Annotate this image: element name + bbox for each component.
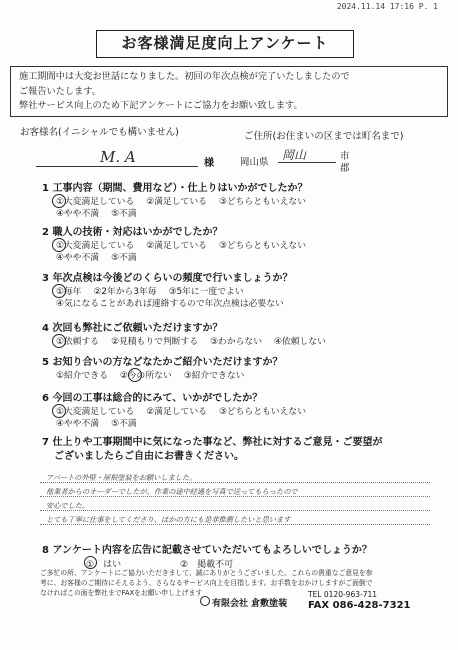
- city-underline: [278, 162, 336, 163]
- q5-option-2[interactable]: ②今の所ない: [119, 371, 172, 381]
- footer-line: ご多忙の所、アンケートにご協力いただきまして、誠にありがとうございました。これらの貴重なご意見を参: [40, 569, 373, 577]
- prefecture-label: 岡山県: [240, 157, 269, 168]
- intro-line: 施工期間中は大変お世話になりました。初回の年次点検が完了いたしましたので: [19, 71, 350, 82]
- q5-option-1[interactable]: ①紹介できる: [56, 371, 108, 381]
- comment-line: 他業者からのオーダーでしたが、作業の途中経過を写真で送ってもらったので: [46, 487, 298, 496]
- q3-option-4[interactable]: ④気になることがあれば連絡するので年次点検は必要ない: [56, 299, 284, 309]
- q6-option-4[interactable]: ④やや不満: [56, 419, 100, 429]
- footer-line: なければこの面を弊社までFAXをお願い申し上げます: [40, 589, 203, 597]
- intro-line: 弊社サービス向上のため下記アンケートにご協力をお願い致します。: [19, 100, 303, 111]
- question-4-options-row: [42, 336, 442, 348]
- question-1-title: 1 工事内容（期間、費用など）・仕上りはいかがでしたか？: [42, 183, 308, 194]
- question-8: [42, 544, 442, 558]
- question-7: [42, 436, 442, 464]
- q2-answer-circle: [52, 238, 66, 252]
- q6-answer-circle: [52, 404, 66, 418]
- question-3-title: 3 年次点検は今後どのくらいの頻度で行いましょうか？: [42, 273, 293, 284]
- q3-option-1[interactable]: ①毎年: [56, 287, 82, 297]
- question-6-options-row: [42, 406, 442, 418]
- question-1-options-row: [42, 196, 442, 208]
- q1-answer-circle: [52, 194, 66, 208]
- question-5-title: 5 お知り合いの方などなたかご紹介いただけますか？: [42, 357, 283, 368]
- question-3: [42, 272, 442, 310]
- question-1-options-row: [42, 208, 442, 220]
- question-7-title-line: ございましたらご自由にお書きください。: [54, 451, 244, 462]
- thank-you-note: [40, 568, 450, 598]
- comment-line: 安心でした。: [46, 501, 90, 510]
- comment-area[interactable]: [40, 472, 430, 542]
- q6-option-1[interactable]: ①大変満足している: [56, 407, 135, 417]
- comment-line: とても丁寧に仕事をしてくださり、ほかの方にも是非推薦したいと思います: [46, 515, 291, 524]
- question-7-title-line: 7 仕上りや工事期間中に気になった事など、弊社に対するご意見・ご要望が: [42, 437, 383, 448]
- honorific: 様: [204, 158, 214, 169]
- q5-answer-circle: [128, 368, 142, 382]
- q4-answer-circle: [52, 334, 66, 348]
- q5-option-3[interactable]: ③紹介できない: [183, 371, 245, 381]
- question-2: [42, 226, 442, 264]
- footer-line: 考に、お客様のご期待にそえるよう、さらなるサービス向上を目指します。お手数をおかけしますがご面倒で: [40, 579, 373, 587]
- page-title: お客様満足度向上アンケート: [96, 30, 354, 58]
- question-8-title: 8 アンケート内容を広告に記載させていただいてもよろしいでしょうか？: [42, 545, 372, 556]
- q4-option-1[interactable]: ①依頼する: [56, 337, 100, 347]
- tel-number: TEL 0120-963-711: [308, 590, 378, 599]
- customer-name-value[interactable]: M. A: [100, 148, 136, 166]
- district-suffix: 郡: [340, 163, 350, 174]
- question-6-title: 6 今回の工事は総合的にみて、いかがでしたか？: [42, 393, 263, 404]
- company-logo-icon: [200, 596, 210, 606]
- customer-name-label: お客様名(イニシャルでも構いません): [20, 127, 179, 138]
- question-2-options-row: [42, 240, 442, 252]
- fax-timestamp: 2024.11.14 17:16 P. 1: [336, 2, 438, 11]
- question-3-options-row: [42, 298, 442, 310]
- q1-option-1[interactable]: ①大変満足している: [56, 197, 135, 207]
- q2-option-5[interactable]: ⑤不満: [111, 253, 137, 263]
- question-4: [42, 322, 442, 348]
- q6-option-2[interactable]: ②満足している: [146, 407, 207, 417]
- question-1: [42, 182, 442, 220]
- fax-number: FAX 086-428-7321: [308, 600, 411, 611]
- q4-option-2[interactable]: ②見積もりで判断する: [111, 337, 199, 347]
- q2-option-1[interactable]: ①大変満足している: [56, 241, 135, 251]
- comment-line: アパートの外壁・屋根塗装をお願いしました。: [46, 473, 197, 482]
- q6-option-5[interactable]: ⑤不満: [111, 419, 137, 429]
- q8-option-yes[interactable]: ① はい: [86, 560, 122, 570]
- q1-option-5[interactable]: ⑤不満: [111, 209, 137, 219]
- q4-option-3[interactable]: ③わからない: [210, 337, 263, 347]
- q3-answer-circle: [52, 284, 66, 298]
- q1-option-4[interactable]: ④やや不満: [56, 209, 100, 219]
- question-3-options-row: [42, 286, 442, 298]
- city-value[interactable]: 岡山: [282, 148, 307, 162]
- q2-option-2[interactable]: ②満足している: [146, 241, 207, 251]
- city-suffix: 市: [340, 151, 350, 162]
- comment-rule: [40, 510, 430, 511]
- question-5: [42, 356, 442, 382]
- q1-option-2[interactable]: ②満足している: [146, 197, 207, 207]
- q3-option-2[interactable]: ②2年から3年毎: [93, 287, 157, 297]
- intro-box: [10, 66, 448, 117]
- q4-option-4[interactable]: ④依頼しない: [274, 337, 326, 347]
- name-underline: [36, 166, 198, 167]
- q6-option-3[interactable]: ③どちらともいえない: [218, 407, 306, 417]
- q1-option-3[interactable]: ③どちらともいえない: [218, 197, 306, 207]
- q3-option-3[interactable]: ③5年に一度でよい: [168, 287, 244, 297]
- intro-line: ご報告いたします。: [19, 85, 101, 97]
- question-4-title: 4 次回も弊社にご依頼いただけますか？: [42, 323, 223, 334]
- question-5-options-row: [42, 370, 442, 382]
- address-label: ご住所(お住まいの区までは町名まで): [244, 131, 404, 142]
- q8-option-no[interactable]: ② 掲載不可: [180, 560, 234, 570]
- question-2-options-row: [42, 252, 442, 264]
- question-6: [42, 392, 442, 430]
- q2-option-4[interactable]: ④やや不満: [56, 253, 100, 263]
- q2-option-3[interactable]: ③どちらともいえない: [218, 241, 306, 251]
- question-6-options-row: [42, 418, 442, 430]
- company-name: 有限会社 倉敷塗装: [212, 599, 288, 609]
- question-2-title: 2 職人の技術・対応はいかがでしたか？: [42, 227, 223, 238]
